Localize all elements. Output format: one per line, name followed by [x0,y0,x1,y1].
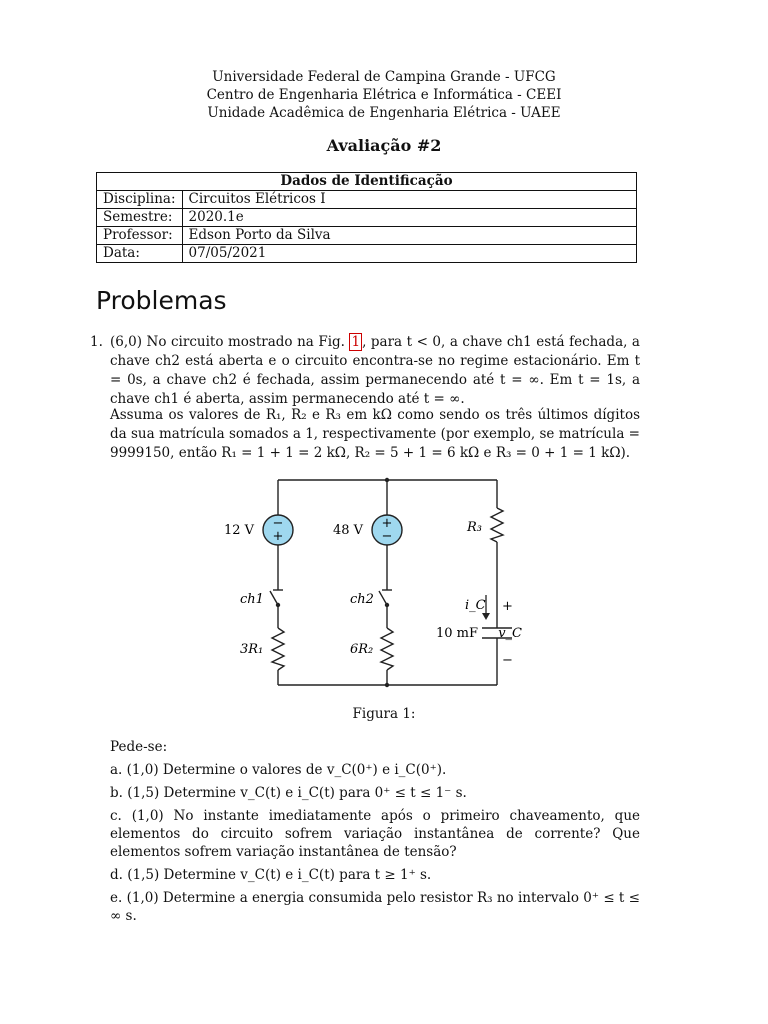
table-row [97,245,637,263]
row-key: Disciplina: [97,191,183,209]
header-line-2: Centro de Engenharia Elétrica e Informática - CEEI [206,87,562,103]
svg-text:+: + [381,516,393,531]
capacitor-value-label: 10 mF [436,626,479,641]
row-key: Professor: [97,227,183,245]
current-ic-label: i_C [465,598,486,613]
resistor-3r1 [272,628,284,670]
table-row [97,191,637,209]
table-row [97,209,637,227]
capacitor-plus-sign: + [502,599,513,614]
row-value: Circuitos Elétricos I [182,191,636,209]
problem-text-b: , para t < 0, a chave ch1 está fechada, a chave ch2 está aberta e o circuito encontra-se no regime estacionário. Em t = 0s, a chave ch2 é fechada, assim permanecendo até t = ∞. Em t = 1s, a chave ch1 é aberta, assim permanecendo até t = ∞. [110,334,640,407]
university-header [0,68,768,122]
switch-ch2 [379,590,392,607]
voltage-source-12v [263,515,293,545]
problem-text-a: (6,0) No circuito mostrado na Fig. [110,334,345,350]
voltage-source-48v-label: 48 V [333,523,364,538]
row-value: 07/05/2021 [182,245,636,263]
svg-text:−: − [272,516,284,531]
capacitor-minus-sign: − [502,653,513,668]
circuit-diagram [220,470,530,695]
junction-bottom [385,683,389,687]
voltage-source-48v [372,515,402,545]
row-key: Data: [97,245,183,263]
voltage-source-12v-label: 12 V [224,523,255,538]
list-item: d. (1,5) Determine v_C(t) e i_C(t) para t ≥ 1⁺ s. [110,867,432,883]
problem-1-statement [90,333,640,409]
figure-caption: Figura 1: [352,706,416,722]
section-title: Problemas [96,286,227,315]
table-row [97,227,637,245]
header-line-3: Unidade Acadêmica de Engenharia Elétrica - UAEE [207,105,561,121]
junction-top [385,478,389,482]
questions-list [110,738,640,930]
svg-text:+: + [272,529,284,544]
row-value: 2020.1e [182,209,636,227]
capacitor-voltage-label: v_C [498,626,522,641]
table-caption: Dados de Identificação [97,173,637,191]
identification-table [96,172,637,263]
resistor-6r2 [381,628,393,670]
switch-ch2-label: ch2 [350,592,374,607]
svg-text:−: − [381,529,393,544]
row-value: Edson Porto da Silva [182,227,636,245]
resistor-r3 [491,508,503,542]
switch-ch1-label: ch1 [240,592,264,607]
problem-number: 1. [90,334,103,350]
figure-reference-link[interactable]: 1 [351,334,361,350]
header-line-1: Universidade Federal de Campina Grande - UFCG [212,69,556,85]
list-item: Pede-se: [110,739,168,755]
list-item: b. (1,5) Determine v_C(t) e i_C(t) para 0⁺ ≤ t ≤ 1⁻ s. [110,785,467,801]
list-item: c. (1,0) No instante imediatamente após o primeiro chaveamento, que elementos do circuito sofrem variação instantânea de corrente? Que elementos sofrem variação instantânea de tensão? [110,808,640,860]
resistor-6r2-label: 6R₂ [350,642,374,657]
switch-ch1 [270,590,283,607]
problem-1-assumption [90,406,640,463]
assumption-text: Assuma os valores de R₁, R₂ e R₃ em kΩ como sendo os três últimos dígitos da sua matrícula somados a 1, respectivamente (por exemplo, se matrícula = 9999150, então R₁ = 1 + 1 = 2 kΩ, R₂ = 5 + 1 = 6 kΩ e R₃ = 0 + 1 = 1 kΩ). [110,407,640,461]
list-item: a. (1,0) Determine o valores de v_C(0⁺) e i_C(0⁺). [110,762,447,778]
exam-title: Avaliação #2 [326,136,442,155]
row-key: Semestre: [97,209,183,227]
resistor-3r1-label: 3R₁ [240,642,264,657]
list-item: e. (1,0) Determine a energia consumida pelo resistor R₃ no intervalo 0⁺ ≤ t ≤ ∞ s. [110,890,640,924]
resistor-r3-label: R₃ [467,520,482,535]
